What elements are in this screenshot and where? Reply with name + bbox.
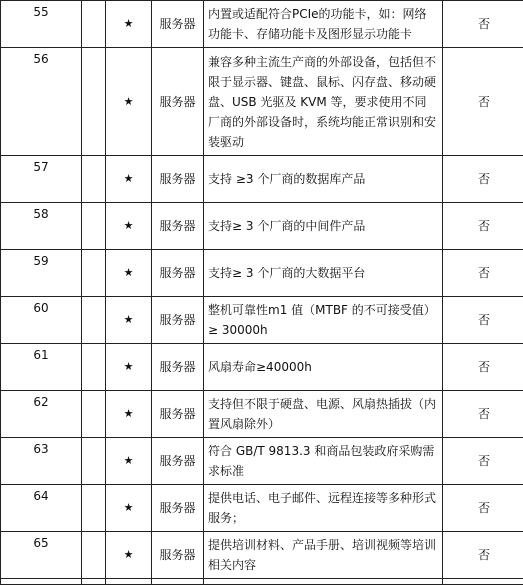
spec-cell: 支持但不限于硬盘、电源、风扇热插拔（内置风扇除外） [204, 391, 443, 438]
result-cell: 否 [443, 391, 523, 438]
category-cell: 服务器 [152, 532, 204, 579]
star-marker: ★ [106, 344, 152, 391]
result-cell: 否 [443, 250, 523, 297]
star-marker: ★ [106, 485, 152, 532]
spec-cell: 内置或适配符合PCIe的功能卡，如：网络功能卡、存储功能卡及图形显示功能卡 [204, 1, 443, 48]
row-number: 62 [1, 391, 82, 438]
table-row [1, 438, 523, 485]
table-row [1, 485, 523, 532]
result-cell: 否 [443, 532, 523, 579]
table-row [1, 48, 523, 156]
table-row [1, 203, 523, 250]
spec-cell: 支持 ≥3 个厂商的数据库产品 [204, 156, 443, 203]
row-number: 59 [1, 250, 82, 297]
spec-cell: 支持≥ 3 个厂商的大数据平台 [204, 250, 443, 297]
table-row [1, 391, 523, 438]
table-row [1, 250, 523, 297]
row-number: 64 [1, 485, 82, 532]
blank-cell [82, 344, 106, 391]
star-marker: ★ [106, 391, 152, 438]
blank-cell [82, 250, 106, 297]
star-marker: ★ [106, 297, 152, 344]
star-marker: ★ [106, 203, 152, 250]
star-marker: ★ [106, 48, 152, 156]
row-number: 58 [1, 203, 82, 250]
category-cell: 服务器 [152, 48, 204, 156]
blank-cell [82, 156, 106, 203]
table-row [1, 579, 523, 585]
blank-cell [82, 1, 106, 48]
table-row [1, 1, 523, 48]
result-cell: 否 [443, 344, 523, 391]
spec-cell: 支持≥ 3 个厂商的中间件产品 [204, 203, 443, 250]
blank-cell [82, 297, 106, 344]
blank-cell [204, 579, 443, 585]
category-cell: 服务器 [152, 297, 204, 344]
blank-cell [82, 579, 106, 585]
result-cell: 否 [443, 297, 523, 344]
row-number: 56 [1, 48, 82, 156]
spec-cell: 符合 GB/T 9813.3 和商品包装政府采购需求标准 [204, 438, 443, 485]
blank-cell [443, 579, 523, 585]
result-cell: 否 [443, 48, 523, 156]
table-row [1, 532, 523, 579]
spec-cell: 整机可靠性m1 值（MTBF 的不可接受值）≥ 30000h [204, 297, 443, 344]
table-row [1, 344, 523, 391]
spec-cell: 兼容多种主流生产商的外部设备，包括但不限于显示器、键盘、鼠标、闪存盘、移动硬盘、USB 光驱及 KVM 等，要求使用不同厂商的外部设备时，系统均能正常识别和安装驱动 [204, 48, 443, 156]
row-number: 55 [1, 1, 82, 48]
star-marker: ★ [106, 438, 152, 485]
star-marker: ★ [106, 156, 152, 203]
row-number: 63 [1, 438, 82, 485]
blank-cell [106, 579, 152, 585]
category-cell: 服务器 [152, 438, 204, 485]
row-number: 57 [1, 156, 82, 203]
category-cell: 服务器 [152, 203, 204, 250]
result-cell: 否 [443, 156, 523, 203]
blank-cell [82, 485, 106, 532]
category-cell: 服务器 [152, 1, 204, 48]
result-cell: 否 [443, 485, 523, 532]
row-number: 61 [1, 344, 82, 391]
row-number: 65 [1, 532, 82, 579]
blank-cell [82, 532, 106, 579]
category-cell: 服务器 [152, 485, 204, 532]
blank-cell [82, 48, 106, 156]
blank-cell [152, 579, 204, 585]
category-cell: 服务器 [152, 391, 204, 438]
result-cell: 否 [443, 203, 523, 250]
category-cell: 服务器 [152, 344, 204, 391]
result-cell: 否 [443, 1, 523, 48]
star-marker: ★ [106, 250, 152, 297]
table-row [1, 297, 523, 344]
star-marker: ★ [106, 532, 152, 579]
blank-cell [82, 391, 106, 438]
spec-cell: 提供电话、电子邮件、远程连接等多种形式服务； [204, 485, 443, 532]
table-row [1, 156, 523, 203]
star-marker: ★ [106, 1, 152, 48]
result-cell: 否 [443, 438, 523, 485]
spec-cell: 提供培训材料、产品手册、培训视频等培训相关内容 [204, 532, 443, 579]
blank-cell [1, 579, 82, 585]
blank-cell [82, 203, 106, 250]
row-number: 60 [1, 297, 82, 344]
category-cell: 服务器 [152, 156, 204, 203]
spec-cell: 风扇寿命≥40000h [204, 344, 443, 391]
blank-cell [82, 438, 106, 485]
category-cell: 服务器 [152, 250, 204, 297]
